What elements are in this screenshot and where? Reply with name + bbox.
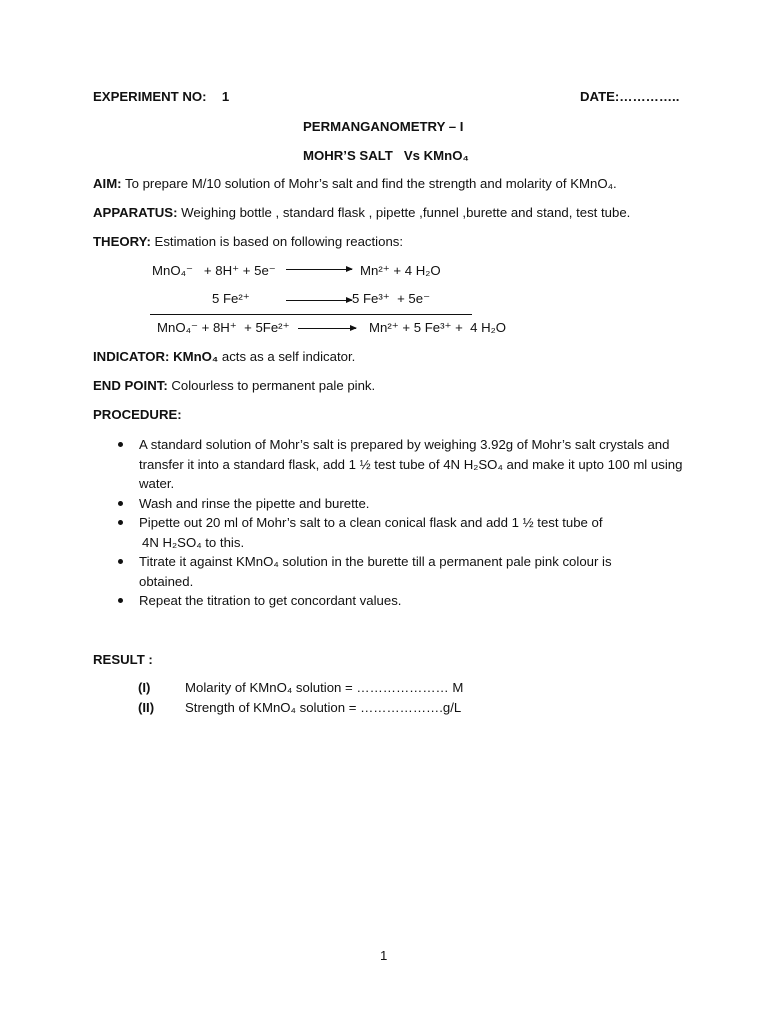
experiment-header xyxy=(93,89,229,104)
reaction-1-left: MnO₄⁻ + 8H⁺ + 5e⁻ xyxy=(152,263,276,278)
result-row xyxy=(138,700,538,720)
reaction-3-right: Mn²⁺ + 5 Fe³⁺ + 4 H₂O xyxy=(369,320,507,335)
aim-line xyxy=(93,176,617,191)
reaction-2-arrow xyxy=(286,300,352,301)
apparatus-label: APPARATUS: xyxy=(93,205,178,220)
page-title: PERMANGANOMETRY – I xyxy=(303,119,464,134)
theory-line xyxy=(93,234,403,249)
procedure-step: Titrate it against KMnO₄ solution in the burette till a permanent pale pink colour is obtained. xyxy=(118,552,669,591)
aim-label: AIM: xyxy=(93,176,122,191)
reaction-3-arrow xyxy=(298,328,356,329)
aim-text: To prepare M/10 solution of Mohr’s salt and find the strength and molarity of KMnO₄. xyxy=(121,176,617,191)
end-point-line xyxy=(93,378,375,393)
result-row xyxy=(138,680,538,700)
end-point-text: Colourless to permanent pale pink. xyxy=(167,378,376,393)
reaction-1-arrow xyxy=(286,269,352,270)
procedure-label: PROCEDURE: xyxy=(93,407,182,422)
apparatus-line xyxy=(93,205,630,220)
procedure-step: Repeat the titration to get concordant values. xyxy=(118,591,678,611)
indicator-text: acts as a self indicator. xyxy=(218,349,356,364)
date-field: DATE:………….. xyxy=(580,89,680,104)
reaction-1-right: Mn²⁺ + 4 H₂O xyxy=(360,263,441,278)
apparatus-text: Weighing bottle , standard flask , pipette ,funnel ,burette and stand, test tube. xyxy=(177,205,631,220)
page-subtitle: MOHR’S SALT Vs KMnO₄ xyxy=(303,148,469,163)
theory-label: THEORY: xyxy=(93,234,151,249)
result-label: RESULT : xyxy=(93,652,153,667)
page-number: 1 xyxy=(380,948,388,963)
reaction-2-left: 5 Fe²⁺ xyxy=(212,291,250,306)
procedure-list xyxy=(118,435,683,611)
reaction-2-right: 5 Fe³⁺ + 5e⁻ xyxy=(352,291,431,306)
reaction-sum-line xyxy=(150,314,472,315)
procedure-step: Pipette out 20 ml of Mohr’s salt to a clean conical flask and add 1 ½ test tube of 4N H₂SO₄ to this. xyxy=(118,513,678,552)
result-table xyxy=(138,680,538,720)
indicator-line xyxy=(93,349,355,364)
theory-text: Estimation is based on following reactions: xyxy=(150,234,404,249)
result-row-number: (II) xyxy=(138,700,155,715)
procedure-step: A standard solution of Mohr’s salt is prepared by weighing 3.92g of Mohr’s salt crystals and transfer it into a standard flask, add 1 ½ test tube of 4N H₂SO₄ and make it upto 100 ml using water. xyxy=(118,435,684,494)
indicator-label: INDICATOR: xyxy=(93,349,170,364)
result-row-number: (I) xyxy=(138,680,151,695)
reaction-3-left: MnO₄⁻ + 8H⁺ + 5Fe²⁺ xyxy=(157,320,290,335)
experiment-number: 1 xyxy=(221,89,230,104)
procedure-step: Wash and rinse the pipette and burette. xyxy=(118,494,678,514)
result-row-text: Strength of KMnO₄ solution = ……………….g/L xyxy=(185,700,462,715)
procedure-step-continuation: 4N H₂SO₄ to this. xyxy=(142,534,245,550)
indicator-reagent: KMnO₄ xyxy=(169,349,219,364)
result-row-text: Molarity of KMnO₄ solution = ………………… M xyxy=(185,680,464,695)
experiment-label: EXPERIMENT NO: xyxy=(93,89,207,104)
end-point-label: END POINT: xyxy=(93,378,168,393)
